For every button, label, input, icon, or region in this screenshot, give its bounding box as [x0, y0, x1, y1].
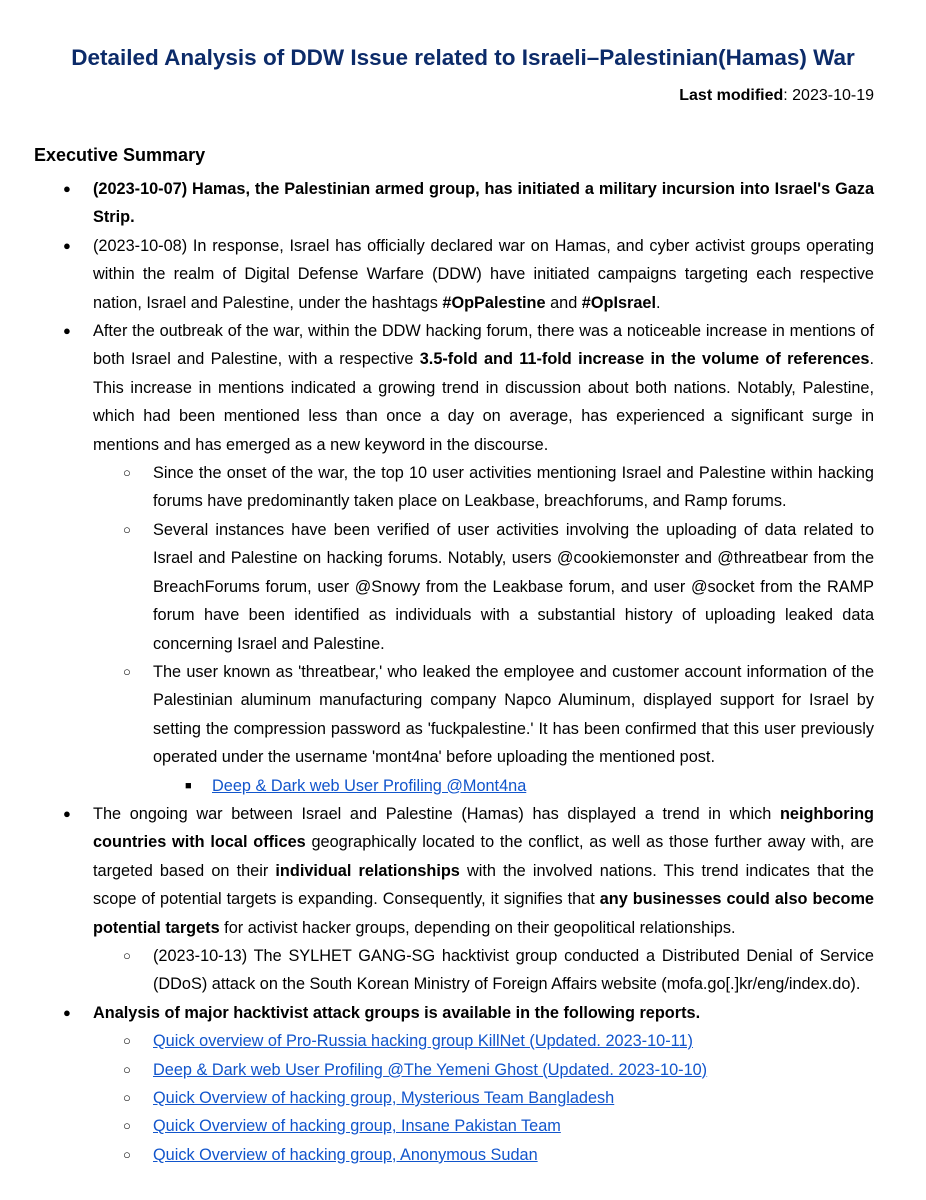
item-text: (2023-10-08) In response, Israel has officially declared war on Hamas, and cyber activist groups operating within the realm of Digital Defense Warfare (DDW) have initiated campaigns targeting each respective nation, Israel and Palestine, under the hashtags — [93, 236, 874, 312]
report-link-item — [123, 1112, 874, 1140]
item-text: . — [656, 293, 661, 312]
list-item — [63, 232, 874, 317]
insane-pakistan-report-link[interactable]: Quick Overview of hacking group, Insane Pakistan Team — [153, 1117, 561, 1136]
circle-bullet-icon: ○ — [123, 1061, 131, 1077]
sub-sub-list-item — [185, 772, 874, 800]
bullet-icon: ● — [63, 323, 71, 339]
circle-bullet-icon: ○ — [123, 465, 131, 481]
item-text: Analysis of major hacktivist attack groups is available in the following reports. — [93, 1003, 701, 1022]
circle-bullet-icon: ○ — [123, 1118, 131, 1134]
list-item — [63, 999, 874, 1027]
item-bold: individual relationships — [275, 861, 460, 880]
last-modified-value: 2023-10-19 — [792, 87, 874, 104]
bullet-icon: ● — [63, 181, 71, 196]
report-link-item — [123, 1056, 874, 1084]
hashtag: #OpPalestine — [442, 293, 546, 312]
mysterious-team-report-link[interactable]: Quick Overview of hacking group, Mysterious Team Bangladesh — [153, 1089, 615, 1107]
item-text: Several instances have been verified of user activities involving the uploading of data related to Israel and Palestine on hacking forums. Notably, users @cookiemonster and @threatbear from the BreachForums forum, user @Snowy from the Leakbase forum, and user @socket from the RAMP forum have been identified as individuals with a substantial history of uploading leaked data concerning Israel and Palestine. — [153, 520, 874, 653]
item-text: for activist hacker groups, depending on their geopolitical relationships. — [219, 918, 736, 937]
item-bold: any businesses could also become potential targets — [93, 890, 874, 937]
circle-bullet-icon: ○ — [123, 947, 131, 963]
item-text: (2023-10-07) Hamas, the Palestinian armed group, has initiated a military incursion into Israel's Gaza Strip. — [93, 180, 874, 227]
yemeni-ghost-report-link[interactable]: Deep & Dark web User Profiling @The Yemeni Ghost (Updated. 2023-10-10) — [153, 1060, 708, 1079]
bullet-icon: ● — [63, 805, 71, 821]
item-text: with the involved nations. This trend indicates that the scope of potential targets is expanding. Consequently, it signifies that — [93, 861, 874, 909]
item-text: (2023-10-13) The SYLHET GANG-SG hacktivist group conducted a Distributed Denial of Service (DDoS) attack on the South Korean Ministry of Foreign Affairs website (mofa.go[.]kr/eng/index.do). — [153, 946, 874, 994]
list-item — [63, 800, 874, 942]
item-text: After the outbreak of the war, within the DDW hacking forum, there was a noticeable increase in mentions of both Israel and Palestine, with a respective — [93, 322, 874, 369]
item-text: Since the onset of the war, the top 10 user activities mentioning Israel and Palestine within hacking forums have predominantly taken place on Leakbase, breachforums, and Ramp forums. — [153, 464, 874, 511]
item-bold: 3.5-fold and 11-fold increase in the volume of references — [419, 350, 870, 369]
circle-bullet-icon: ○ — [123, 663, 131, 679]
last-modified-label: Last modified — [679, 87, 784, 104]
item-text: The user known as 'threatbear,' who leaked the employee and customer account information of the Palestinian aluminum manufacturing company Napco Aluminum, displayed support for Israel by setting the compression password as 'fuckpalestine.' It has been confirmed that this user previously operated under the username 'mont4na' before uploading the mentioned post. — [153, 662, 874, 767]
sub-list-item — [123, 459, 874, 516]
mont4na-profile-link[interactable]: Deep & Dark web User Profiling @Mont4na — [212, 776, 527, 795]
circle-bullet-icon: ○ — [123, 1146, 131, 1162]
bullet-icon: ● — [63, 237, 71, 253]
circle-bullet-icon: ○ — [123, 1090, 131, 1105]
item-text: geographically located to the conflict, as well as those further away with, are targeted based on their — [93, 833, 874, 880]
hashtag: #OpIsrael — [581, 293, 656, 312]
list-item — [63, 175, 874, 232]
sub-list-item — [123, 942, 874, 999]
item-bold: neighboring countries with local offices — [93, 804, 874, 852]
anonymous-sudan-report-link[interactable]: Quick Overview of hacking group, Anonymous Sudan — [153, 1145, 538, 1164]
last-modified — [679, 87, 874, 105]
item-text: The ongoing war between Israel and Palestine (Hamas) has displayed a trend in which — [93, 804, 780, 823]
circle-bullet-icon: ○ — [123, 1033, 131, 1049]
sub-list-item — [123, 658, 874, 772]
item-text: and — [545, 293, 582, 312]
bullet-icon: ● — [63, 1004, 71, 1020]
square-bullet-icon: ■ — [185, 779, 192, 792]
section-heading: Executive Summary — [34, 145, 206, 165]
sub-list-item — [123, 516, 874, 658]
list-item — [63, 317, 874, 459]
report-link-item — [123, 1084, 874, 1112]
page-title: Detailed Analysis of DDW Issue related to Israeli–Palestinian(Hamas) War — [71, 45, 855, 70]
circle-bullet-icon: ○ — [123, 521, 131, 537]
killnet-report-link[interactable]: Quick overview of Pro-Russia hacking group KillNet (Updated. 2023-10-11) — [153, 1032, 693, 1051]
separator: : — [783, 87, 793, 104]
summary-list — [0, 175, 926, 1169]
report-link-item — [123, 1027, 874, 1055]
item-text: . This increase in mentions indicated a growing trend in discussion about both nations. Notably, Palestine, which had been mentioned less than once a day on average, has experienced a significant surge in mentions and has emerged as a new keyword in the discourse. — [93, 350, 874, 454]
report-link-item — [123, 1141, 874, 1169]
